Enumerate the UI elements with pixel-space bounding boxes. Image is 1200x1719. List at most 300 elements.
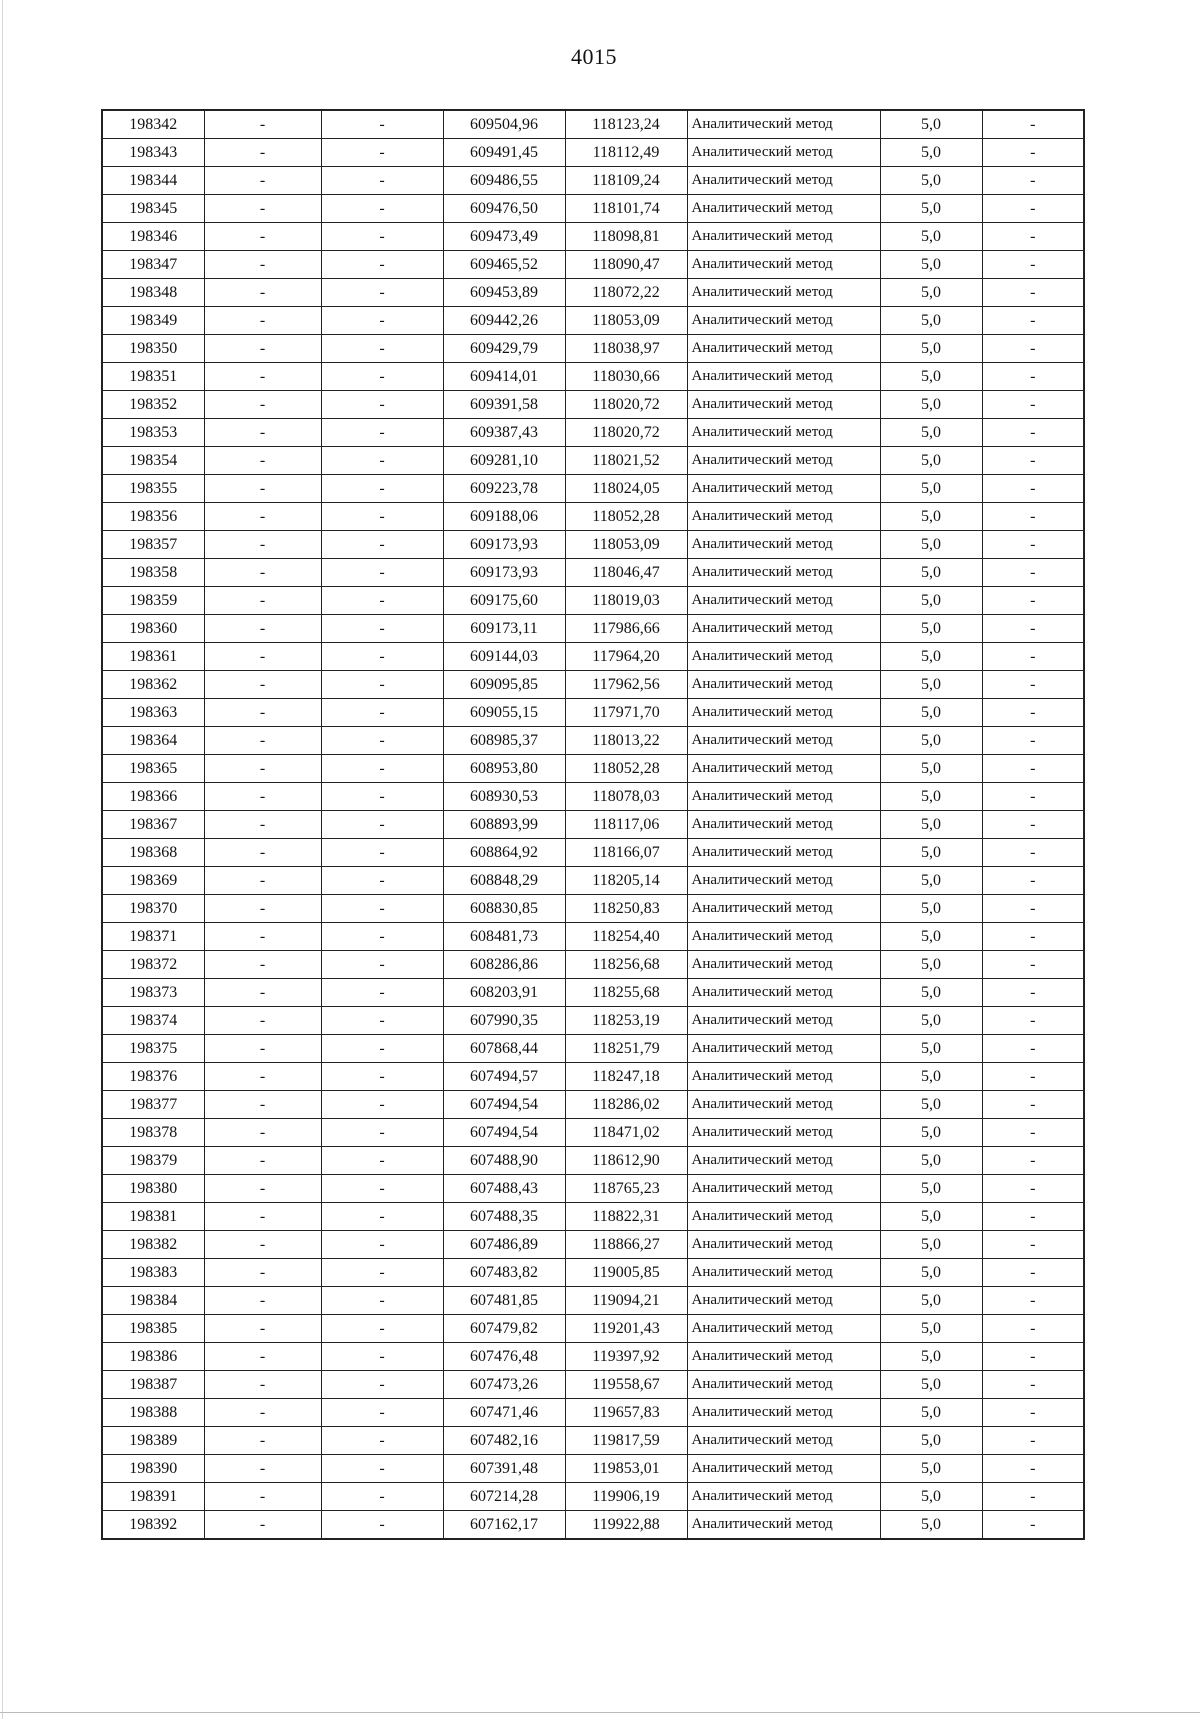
y-coordinate-cell: 119005,85	[565, 1259, 687, 1287]
point-number-cell: 198387	[102, 1371, 204, 1399]
point-number-cell: 198342	[102, 110, 204, 139]
y-coordinate-cell: 118038,97	[565, 335, 687, 363]
col3-cell: -	[321, 503, 443, 531]
y-coordinate-cell: 117986,66	[565, 615, 687, 643]
table-row	[102, 1511, 1084, 1540]
note-cell: -	[982, 811, 1084, 839]
accuracy-cell: 5,0	[880, 1287, 982, 1315]
point-number-cell: 198355	[102, 475, 204, 503]
table-row	[102, 783, 1084, 811]
col3-cell: -	[321, 811, 443, 839]
accuracy-cell: 5,0	[880, 1175, 982, 1203]
x-coordinate-cell: 607494,54	[443, 1091, 565, 1119]
point-number-cell: 198360	[102, 615, 204, 643]
y-coordinate-cell: 118020,72	[565, 391, 687, 419]
accuracy-cell: 5,0	[880, 223, 982, 251]
note-cell: -	[982, 559, 1084, 587]
coordinates-table	[101, 109, 1085, 1540]
col2-cell: -	[204, 335, 321, 363]
accuracy-cell: 5,0	[880, 1343, 982, 1371]
x-coordinate-cell: 608481,73	[443, 923, 565, 951]
col3-cell: -	[321, 979, 443, 1007]
accuracy-cell: 5,0	[880, 475, 982, 503]
method-cell: Аналитический метод	[687, 447, 880, 475]
x-coordinate-cell: 608893,99	[443, 811, 565, 839]
col2-cell: -	[204, 615, 321, 643]
page-number: 4015	[571, 44, 617, 69]
y-coordinate-cell: 118253,19	[565, 1007, 687, 1035]
x-coordinate-cell: 609414,01	[443, 363, 565, 391]
accuracy-cell: 5,0	[880, 867, 982, 895]
col2-cell: -	[204, 895, 321, 923]
y-coordinate-cell: 119201,43	[565, 1315, 687, 1343]
point-number-cell: 198347	[102, 251, 204, 279]
y-coordinate-cell: 118053,09	[565, 531, 687, 559]
accuracy-cell: 5,0	[880, 755, 982, 783]
x-coordinate-cell: 609491,45	[443, 139, 565, 167]
table-row	[102, 1119, 1084, 1147]
col3-cell: -	[321, 1315, 443, 1343]
method-cell: Аналитический метод	[687, 223, 880, 251]
method-cell: Аналитический метод	[687, 1231, 880, 1259]
method-cell: Аналитический метод	[687, 587, 880, 615]
col3-cell: -	[321, 643, 443, 671]
table-row	[102, 587, 1084, 615]
col2-cell: -	[204, 923, 321, 951]
method-cell: Аналитический метод	[687, 110, 880, 139]
accuracy-cell: 5,0	[880, 923, 982, 951]
col2-cell: -	[204, 867, 321, 895]
method-cell: Аналитический метод	[687, 895, 880, 923]
method-cell: Аналитический метод	[687, 1035, 880, 1063]
y-coordinate-cell: 118053,09	[565, 307, 687, 335]
table-row	[102, 1203, 1084, 1231]
note-cell: -	[982, 1035, 1084, 1063]
y-coordinate-cell: 119094,21	[565, 1287, 687, 1315]
point-number-cell: 198374	[102, 1007, 204, 1035]
table-row	[102, 1315, 1084, 1343]
table-row	[102, 559, 1084, 587]
point-number-cell: 198373	[102, 979, 204, 1007]
col2-cell: -	[204, 755, 321, 783]
col2-cell: -	[204, 1511, 321, 1540]
note-cell: -	[982, 671, 1084, 699]
x-coordinate-cell: 607482,16	[443, 1427, 565, 1455]
col3-cell: -	[321, 1091, 443, 1119]
col3-cell: -	[321, 1287, 443, 1315]
accuracy-cell: 5,0	[880, 727, 982, 755]
col2-cell: -	[204, 139, 321, 167]
col2-cell: -	[204, 279, 321, 307]
col3-cell: -	[321, 895, 443, 923]
note-cell: -	[982, 1287, 1084, 1315]
table-row	[102, 279, 1084, 307]
point-number-cell: 198382	[102, 1231, 204, 1259]
x-coordinate-cell: 609173,93	[443, 559, 565, 587]
point-number-cell: 198390	[102, 1455, 204, 1483]
col3-cell: -	[321, 110, 443, 139]
note-cell: -	[982, 1371, 1084, 1399]
note-cell: -	[982, 1427, 1084, 1455]
note-cell: -	[982, 1147, 1084, 1175]
method-cell: Аналитический метод	[687, 1343, 880, 1371]
col2-cell: -	[204, 643, 321, 671]
x-coordinate-cell: 607473,26	[443, 1371, 565, 1399]
point-number-cell: 198378	[102, 1119, 204, 1147]
method-cell: Аналитический метод	[687, 1287, 880, 1315]
method-cell: Аналитический метод	[687, 139, 880, 167]
note-cell: -	[982, 503, 1084, 531]
x-coordinate-cell: 609453,89	[443, 279, 565, 307]
method-cell: Аналитический метод	[687, 923, 880, 951]
point-number-cell: 198371	[102, 923, 204, 951]
note-cell: -	[982, 279, 1084, 307]
note-cell: -	[982, 139, 1084, 167]
note-cell: -	[982, 1063, 1084, 1091]
accuracy-cell: 5,0	[880, 643, 982, 671]
method-cell: Аналитический метод	[687, 363, 880, 391]
point-number-cell: 198369	[102, 867, 204, 895]
method-cell: Аналитический метод	[687, 1399, 880, 1427]
note-cell: -	[982, 979, 1084, 1007]
x-coordinate-cell: 607488,43	[443, 1175, 565, 1203]
accuracy-cell: 5,0	[880, 1119, 982, 1147]
col2-cell: -	[204, 1315, 321, 1343]
method-cell: Аналитический метод	[687, 475, 880, 503]
accuracy-cell: 5,0	[880, 307, 982, 335]
col3-cell: -	[321, 363, 443, 391]
accuracy-cell: 5,0	[880, 531, 982, 559]
point-number-cell: 198344	[102, 167, 204, 195]
x-coordinate-cell: 608930,53	[443, 783, 565, 811]
col2-cell: -	[204, 1091, 321, 1119]
accuracy-cell: 5,0	[880, 1483, 982, 1511]
note-cell: -	[982, 1455, 1084, 1483]
x-coordinate-cell: 607488,35	[443, 1203, 565, 1231]
accuracy-cell: 5,0	[880, 447, 982, 475]
note-cell: -	[982, 615, 1084, 643]
note-cell: -	[982, 1231, 1084, 1259]
y-coordinate-cell: 118205,14	[565, 867, 687, 895]
col3-cell: -	[321, 391, 443, 419]
col3-cell: -	[321, 951, 443, 979]
method-cell: Аналитический метод	[687, 1427, 880, 1455]
y-coordinate-cell: 118021,52	[565, 447, 687, 475]
col3-cell: -	[321, 167, 443, 195]
table-row	[102, 1259, 1084, 1287]
note-cell: -	[982, 895, 1084, 923]
x-coordinate-cell: 609223,78	[443, 475, 565, 503]
col3-cell: -	[321, 923, 443, 951]
table-row	[102, 867, 1084, 895]
note-cell: -	[982, 1399, 1084, 1427]
y-coordinate-cell: 118072,22	[565, 279, 687, 307]
col2-cell: -	[204, 1063, 321, 1091]
col3-cell: -	[321, 1371, 443, 1399]
note-cell: -	[982, 839, 1084, 867]
y-coordinate-cell: 118247,18	[565, 1063, 687, 1091]
y-coordinate-cell: 119922,88	[565, 1511, 687, 1540]
point-number-cell: 198386	[102, 1343, 204, 1371]
y-coordinate-cell: 118123,24	[565, 110, 687, 139]
point-number-cell: 198391	[102, 1483, 204, 1511]
y-coordinate-cell: 118052,28	[565, 755, 687, 783]
col3-cell: -	[321, 335, 443, 363]
method-cell: Аналитический метод	[687, 1147, 880, 1175]
method-cell: Аналитический метод	[687, 1119, 880, 1147]
col3-cell: -	[321, 559, 443, 587]
table-row	[102, 923, 1084, 951]
x-coordinate-cell: 607476,48	[443, 1343, 565, 1371]
y-coordinate-cell: 118286,02	[565, 1091, 687, 1119]
table-row	[102, 979, 1084, 1007]
y-coordinate-cell: 118024,05	[565, 475, 687, 503]
col3-cell: -	[321, 419, 443, 447]
accuracy-cell: 5,0	[880, 615, 982, 643]
accuracy-cell: 5,0	[880, 1455, 982, 1483]
accuracy-cell: 5,0	[880, 1091, 982, 1119]
accuracy-cell: 5,0	[880, 587, 982, 615]
method-cell: Аналитический метод	[687, 1091, 880, 1119]
col3-cell: -	[321, 1175, 443, 1203]
accuracy-cell: 5,0	[880, 195, 982, 223]
x-coordinate-cell: 609387,43	[443, 419, 565, 447]
col3-cell: -	[321, 783, 443, 811]
col2-cell: -	[204, 503, 321, 531]
y-coordinate-cell: 118117,06	[565, 811, 687, 839]
note-cell: -	[982, 447, 1084, 475]
accuracy-cell: 5,0	[880, 335, 982, 363]
accuracy-cell: 5,0	[880, 391, 982, 419]
method-cell: Аналитический метод	[687, 307, 880, 335]
note-cell: -	[982, 391, 1084, 419]
accuracy-cell: 5,0	[880, 1007, 982, 1035]
table-row	[102, 1147, 1084, 1175]
accuracy-cell: 5,0	[880, 1511, 982, 1540]
col2-cell: -	[204, 531, 321, 559]
x-coordinate-cell: 607481,85	[443, 1287, 565, 1315]
point-number-cell: 198358	[102, 559, 204, 587]
note-cell: -	[982, 1175, 1084, 1203]
y-coordinate-cell: 118612,90	[565, 1147, 687, 1175]
col2-cell: -	[204, 1231, 321, 1259]
col3-cell: -	[321, 1427, 443, 1455]
table-row	[102, 335, 1084, 363]
method-cell: Аналитический метод	[687, 559, 880, 587]
col2-cell: -	[204, 391, 321, 419]
accuracy-cell: 5,0	[880, 951, 982, 979]
col3-cell: -	[321, 755, 443, 783]
method-cell: Аналитический метод	[687, 1007, 880, 1035]
accuracy-cell: 5,0	[880, 1259, 982, 1287]
note-cell: -	[982, 1119, 1084, 1147]
point-number-cell: 198359	[102, 587, 204, 615]
x-coordinate-cell: 608953,80	[443, 755, 565, 783]
point-number-cell: 198388	[102, 1399, 204, 1427]
note-cell: -	[982, 643, 1084, 671]
x-coordinate-cell: 609188,06	[443, 503, 565, 531]
table-row	[102, 1455, 1084, 1483]
col3-cell: -	[321, 1511, 443, 1540]
col2-cell: -	[204, 307, 321, 335]
method-cell: Аналитический метод	[687, 699, 880, 727]
method-cell: Аналитический метод	[687, 1371, 880, 1399]
method-cell: Аналитический метод	[687, 279, 880, 307]
table-row	[102, 699, 1084, 727]
point-number-cell: 198361	[102, 643, 204, 671]
col3-cell: -	[321, 475, 443, 503]
scan-edge-left	[2, 0, 3, 1719]
x-coordinate-cell: 608830,85	[443, 895, 565, 923]
method-cell: Аналитический метод	[687, 979, 880, 1007]
point-number-cell: 198348	[102, 279, 204, 307]
point-number-cell: 198367	[102, 811, 204, 839]
x-coordinate-cell: 607990,35	[443, 1007, 565, 1035]
col2-cell: -	[204, 1147, 321, 1175]
point-number-cell: 198363	[102, 699, 204, 727]
point-number-cell: 198384	[102, 1287, 204, 1315]
col3-cell: -	[321, 531, 443, 559]
method-cell: Аналитический метод	[687, 839, 880, 867]
y-coordinate-cell: 118166,07	[565, 839, 687, 867]
y-coordinate-cell: 118052,28	[565, 503, 687, 531]
x-coordinate-cell: 609055,15	[443, 699, 565, 727]
note-cell: -	[982, 251, 1084, 279]
col2-cell: -	[204, 251, 321, 279]
note-cell: -	[982, 867, 1084, 895]
accuracy-cell: 5,0	[880, 1063, 982, 1091]
x-coordinate-cell: 608848,29	[443, 867, 565, 895]
x-coordinate-cell: 609175,60	[443, 587, 565, 615]
table-row	[102, 1371, 1084, 1399]
y-coordinate-cell: 118256,68	[565, 951, 687, 979]
col3-cell: -	[321, 1231, 443, 1259]
x-coordinate-cell: 607391,48	[443, 1455, 565, 1483]
point-number-cell: 198349	[102, 307, 204, 335]
method-cell: Аналитический метод	[687, 503, 880, 531]
point-number-cell: 198362	[102, 671, 204, 699]
col3-cell: -	[321, 251, 443, 279]
x-coordinate-cell: 609442,26	[443, 307, 565, 335]
x-coordinate-cell: 607868,44	[443, 1035, 565, 1063]
x-coordinate-cell: 609465,52	[443, 251, 565, 279]
table-row	[102, 1287, 1084, 1315]
scan-edge-bottom	[0, 1712, 1200, 1713]
note-cell: -	[982, 755, 1084, 783]
table-row	[102, 839, 1084, 867]
y-coordinate-cell: 118020,72	[565, 419, 687, 447]
point-number-cell: 198364	[102, 727, 204, 755]
table-row	[102, 1427, 1084, 1455]
note-cell: -	[982, 1259, 1084, 1287]
note-cell: -	[982, 1315, 1084, 1343]
x-coordinate-cell: 608203,91	[443, 979, 565, 1007]
note-cell: -	[982, 419, 1084, 447]
y-coordinate-cell: 119397,92	[565, 1343, 687, 1371]
x-coordinate-cell: 609391,58	[443, 391, 565, 419]
col2-cell: -	[204, 587, 321, 615]
table-row	[102, 671, 1084, 699]
point-number-cell: 198377	[102, 1091, 204, 1119]
col2-cell: -	[204, 839, 321, 867]
col3-cell: -	[321, 1119, 443, 1147]
note-cell: -	[982, 587, 1084, 615]
y-coordinate-cell: 117971,70	[565, 699, 687, 727]
table-row	[102, 615, 1084, 643]
table-row	[102, 447, 1084, 475]
col3-cell: -	[321, 727, 443, 755]
accuracy-cell: 5,0	[880, 1231, 982, 1259]
method-cell: Аналитический метод	[687, 391, 880, 419]
table-row	[102, 1007, 1084, 1035]
col2-cell: -	[204, 1035, 321, 1063]
method-cell: Аналитический метод	[687, 951, 880, 979]
y-coordinate-cell: 119558,67	[565, 1371, 687, 1399]
accuracy-cell: 5,0	[880, 1315, 982, 1343]
method-cell: Аналитический метод	[687, 1203, 880, 1231]
point-number-cell: 198376	[102, 1063, 204, 1091]
method-cell: Аналитический метод	[687, 671, 880, 699]
x-coordinate-cell: 607494,57	[443, 1063, 565, 1091]
method-cell: Аналитический метод	[687, 1259, 880, 1287]
col2-cell: -	[204, 447, 321, 475]
table-row	[102, 391, 1084, 419]
point-number-cell: 198357	[102, 531, 204, 559]
x-coordinate-cell: 607214,28	[443, 1483, 565, 1511]
table-row	[102, 1399, 1084, 1427]
note-cell: -	[982, 307, 1084, 335]
method-cell: Аналитический метод	[687, 615, 880, 643]
y-coordinate-cell: 118471,02	[565, 1119, 687, 1147]
col2-cell: -	[204, 1427, 321, 1455]
y-coordinate-cell: 117964,20	[565, 643, 687, 671]
table-row	[102, 727, 1084, 755]
accuracy-cell: 5,0	[880, 279, 982, 307]
note-cell: -	[982, 783, 1084, 811]
y-coordinate-cell: 119657,83	[565, 1399, 687, 1427]
point-number-cell: 198352	[102, 391, 204, 419]
col2-cell: -	[204, 727, 321, 755]
col3-cell: -	[321, 699, 443, 727]
col3-cell: -	[321, 1007, 443, 1035]
col3-cell: -	[321, 587, 443, 615]
col3-cell: -	[321, 307, 443, 335]
x-coordinate-cell: 609281,10	[443, 447, 565, 475]
accuracy-cell: 5,0	[880, 363, 982, 391]
col2-cell: -	[204, 1259, 321, 1287]
point-number-cell: 198380	[102, 1175, 204, 1203]
point-number-cell: 198366	[102, 783, 204, 811]
col3-cell: -	[321, 1147, 443, 1175]
col3-cell: -	[321, 1259, 443, 1287]
method-cell: Аналитический метод	[687, 251, 880, 279]
accuracy-cell: 5,0	[880, 1399, 982, 1427]
accuracy-cell: 5,0	[880, 979, 982, 1007]
table-row	[102, 643, 1084, 671]
y-coordinate-cell: 118866,27	[565, 1231, 687, 1259]
x-coordinate-cell: 609144,03	[443, 643, 565, 671]
note-cell: -	[982, 335, 1084, 363]
x-coordinate-cell: 609429,79	[443, 335, 565, 363]
y-coordinate-cell: 118250,83	[565, 895, 687, 923]
x-coordinate-cell: 609473,49	[443, 223, 565, 251]
method-cell: Аналитический метод	[687, 419, 880, 447]
col3-cell: -	[321, 223, 443, 251]
col3-cell: -	[321, 839, 443, 867]
col3-cell: -	[321, 447, 443, 475]
table-row	[102, 531, 1084, 559]
y-coordinate-cell: 118254,40	[565, 923, 687, 951]
